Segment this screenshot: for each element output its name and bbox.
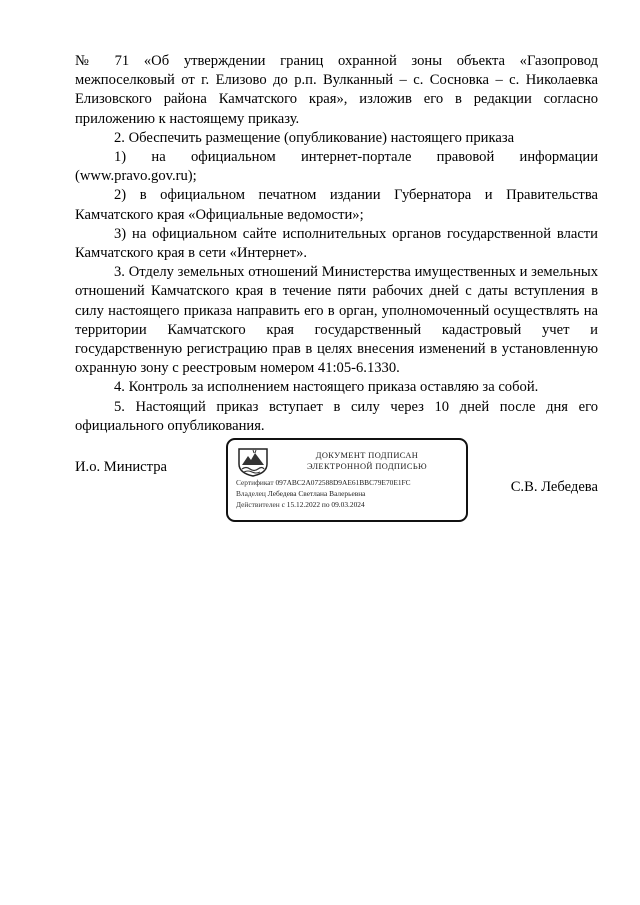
paragraph-item-2-1: 1) на официальном интернет-портале правовой информации (www.pravo.gov.ru); xyxy=(75,149,598,185)
valid-to: 09.03.2024 xyxy=(331,500,365,509)
paragraph-item-3: 3. Отделу земельных отношений Министерства имущественных и земельных отношений Камчатского края в течение пяти рабочих дней с даты вступления в силу настоящего приказа направить его в орган, уполномоченный осуществлять на территории Камчатского края государственный кадастровый учет и государственную регистрацию прав в целях внесения изменений в установленную охранную зону с реестровым номером 41:05-6.1330. xyxy=(75,264,598,377)
order-body-text xyxy=(75,52,598,436)
stamp-title-line2: ЭЛЕКТРОННОЙ ПОДПИСЬЮ xyxy=(306,462,428,471)
stamp-validity xyxy=(236,499,458,510)
paragraph-item-5: 5. Настоящий приказ вступает в силу через 10 дней после дня его официального опубликования. xyxy=(75,398,598,434)
paragraph-item-2: 2. Обеспечить размещение (опубликование) настоящего приказа xyxy=(114,129,515,146)
valid-label: Действителен xyxy=(236,500,280,509)
certificate-label: Сертификат xyxy=(236,478,274,487)
stamp-certificate xyxy=(236,477,458,488)
paragraph-item-2-2: 2) в официальном печатном издании Губернатора и Правительства Камчатского края «Официальные ведомости»; xyxy=(75,187,598,223)
stamp-title xyxy=(276,450,458,472)
signer-name: С.В. Лебедева xyxy=(510,479,598,495)
stamp-title-line1: ДОКУМЕНТ ПОДПИСАН xyxy=(315,451,419,460)
paragraph-item-4: 4. Контроль за исполнением настоящего приказа оставляю за собой. xyxy=(114,379,539,396)
stamp-owner xyxy=(236,488,458,499)
valid-from: 15.12.2022 xyxy=(286,500,321,509)
certificate-value: 097ABC2A072588D9AE61BBC79E70E1FC xyxy=(275,478,411,487)
stamp-header xyxy=(236,445,458,477)
paragraph-continuation: № 71 «Об утверждении границ охранной зоны объекта «Газопровод межпоселковый от г. Елизово до р.п. Вулканный – с. Сосновка – с. Николаевка Елизовского района Камчатского края», изложив его в редакции согласно приложению к настоящему приказу. xyxy=(75,53,598,127)
valid-to-prefix: по xyxy=(321,500,330,509)
owner-label: Владелец xyxy=(236,489,266,498)
valid-from-prefix: с xyxy=(281,500,285,509)
kamchatka-emblem-icon xyxy=(236,445,270,477)
signer-title: И.о. Министра xyxy=(75,459,167,475)
electronic-signature-stamp xyxy=(226,438,468,522)
owner-value: Лебедева Светлана Валерьевна xyxy=(267,489,366,498)
paragraph-item-2-3: 3) на официальном сайте исполнительных органов государственной власти Камчатского края в сети «Интернет». xyxy=(75,225,598,262)
